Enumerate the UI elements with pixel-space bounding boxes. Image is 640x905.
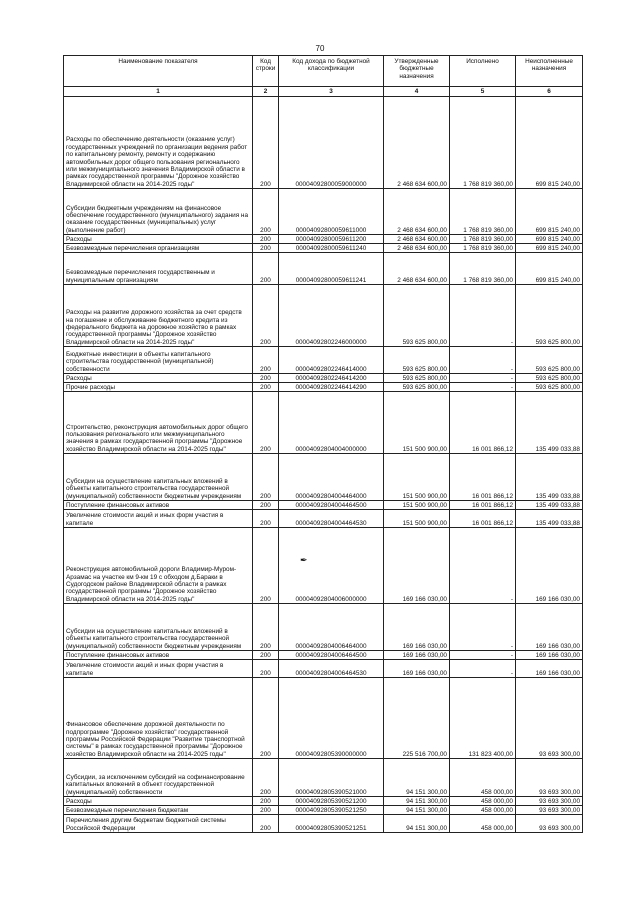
table-row: [64, 501, 583, 510]
row-budget-code: 00004092805390521200: [279, 797, 384, 806]
row-name: Строительство, реконструкция автомобильных дорог общего пользования регионального или межмуниципального значения в рамках государственной программы "Дорожное хозяйство Владимирской области на 2014-2025 годы": [64, 392, 253, 454]
row-unexecuted: 699 815 240,00: [516, 97, 583, 189]
row-executed: -: [450, 528, 516, 604]
row-executed: 458 000,00: [450, 806, 516, 815]
row-name: Бюджетные инвестиции в объекты капитального строительства государственной (муниципальной) собственности: [64, 347, 253, 374]
row-executed: -: [450, 347, 516, 374]
row-approved: 94 151 300,00: [384, 815, 450, 833]
row-name: Безвозмездные перечисления организациям: [64, 244, 253, 253]
row-budget-code: 00004092804006464000: [279, 604, 384, 651]
row-executed: -: [450, 651, 516, 660]
row-unexecuted: 93 693 300,00: [516, 759, 583, 797]
row-line-code: 200: [253, 383, 279, 392]
row-executed: 1 768 819 360,00: [450, 235, 516, 244]
row-unexecuted: 593 625 800,00: [516, 374, 583, 383]
table-row: [64, 235, 583, 244]
table-row: [64, 392, 583, 454]
row-unexecuted: 699 815 240,00: [516, 189, 583, 235]
row-unexecuted: 593 625 800,00: [516, 285, 583, 347]
row-name: Расходы: [64, 797, 253, 806]
row-budget-code: 00004092802246414000: [279, 347, 384, 374]
page-number: 70: [315, 44, 325, 53]
row-budget-code: 00004092800059000000: [279, 97, 384, 189]
row-unexecuted: 593 625 800,00: [516, 383, 583, 392]
row-approved: 593 625 800,00: [384, 347, 450, 374]
header-unexecuted: Неисполненные назначения: [516, 56, 583, 87]
row-budget-code: 00004092805390000000: [279, 678, 384, 759]
row-line-code: 200: [253, 528, 279, 604]
table-row: [64, 528, 583, 604]
row-line-code: 200: [253, 374, 279, 383]
row-line-code: 200: [253, 347, 279, 374]
table-row: [64, 604, 583, 651]
row-budget-code: 00004092805390521000: [279, 759, 384, 797]
row-name: Прочие расходы: [64, 383, 253, 392]
row-line-code: 200: [253, 510, 279, 528]
row-name: Финансовое обеспечение дорожной деятельности по подпрограмме "Дорожное хозяйство" государственной программы Российской Федерации "Развитие транспортной системы" в рамках государственной программы "Дорожное хозяйство Владимирской области на 2014-2025 годы": [64, 678, 253, 759]
row-line-code: 200: [253, 253, 279, 285]
row-budget-code: 00004092800059611000: [279, 189, 384, 235]
row-line-code: 200: [253, 806, 279, 815]
row-unexecuted: 699 815 240,00: [516, 235, 583, 244]
budget-table: [63, 55, 583, 833]
row-name: Расходы: [64, 235, 253, 244]
table-row: [64, 759, 583, 797]
row-executed: 458 000,00: [450, 759, 516, 797]
row-budget-code: 00004092800059611241: [279, 253, 384, 285]
table-row: [64, 797, 583, 806]
row-line-code: 200: [253, 660, 279, 678]
row-name: Субсидии на осуществление капитальных вложений в объекты капитального строительства государственной (муниципальной) собственности бюджетным учреждениям: [64, 454, 253, 501]
row-budget-code: 00004092804004464000: [279, 454, 384, 501]
row-approved: 151 500 900,00: [384, 454, 450, 501]
row-unexecuted: 593 625 800,00: [516, 347, 583, 374]
row-line-code: 200: [253, 651, 279, 660]
row-executed: -: [450, 604, 516, 651]
row-name: Расходы по обеспечению деятельности (оказание услуг) государственных учреждений по организации ведения работ по капитальному ремонту, ремонту и содержанию автомобильных дорог общего пользования регионального или межмуниципального значения Владимирской области в рамках государственной программы "Дорожное хозяйство Владимирской области на 2014-2025 годы": [64, 97, 253, 189]
row-unexecuted: 93 693 300,00: [516, 797, 583, 806]
row-unexecuted: 169 166 030,00: [516, 528, 583, 604]
row-line-code: 200: [253, 189, 279, 235]
table-row: [64, 189, 583, 235]
row-line-code: 200: [253, 392, 279, 454]
row-name: Поступление финансовых активов: [64, 651, 253, 660]
table-row: [64, 454, 583, 501]
row-budget-code: 00004092804004464530: [279, 510, 384, 528]
column-number: 5: [450, 87, 516, 97]
row-approved: 2 468 634 600,00: [384, 244, 450, 253]
row-line-code: 200: [253, 501, 279, 510]
row-line-code: 200: [253, 235, 279, 244]
row-line-code: 200: [253, 678, 279, 759]
row-executed: 1 768 819 360,00: [450, 189, 516, 235]
row-budget-code: 00004092800059611240: [279, 244, 384, 253]
table-row: [64, 244, 583, 253]
row-executed: 131 823 400,00: [450, 678, 516, 759]
table-row: [64, 815, 583, 833]
row-executed: -: [450, 374, 516, 383]
header-name: Наименование показателя: [64, 56, 253, 87]
row-unexecuted: 169 166 030,00: [516, 660, 583, 678]
column-number: 3: [279, 87, 384, 97]
row-name: Безвозмездные перечисления бюджетам: [64, 806, 253, 815]
row-budget-code: 00004092802246000000: [279, 285, 384, 347]
header-budget-code: Код дохода по бюджетной классификации: [279, 56, 384, 87]
row-executed: 1 768 819 360,00: [450, 244, 516, 253]
row-unexecuted: 699 815 240,00: [516, 244, 583, 253]
row-executed: 1 768 819 360,00: [450, 253, 516, 285]
row-approved: 169 166 030,00: [384, 660, 450, 678]
row-approved: 593 625 800,00: [384, 374, 450, 383]
row-approved: 225 516 700,00: [384, 678, 450, 759]
row-approved: 151 500 900,00: [384, 501, 450, 510]
row-line-code: 200: [253, 244, 279, 253]
table-row: [64, 383, 583, 392]
table-row: [64, 806, 583, 815]
ink-mark: ✒: [300, 555, 308, 565]
row-approved: 169 166 030,00: [384, 528, 450, 604]
row-line-code: 200: [253, 797, 279, 806]
column-number: 4: [384, 87, 450, 97]
row-line-code: 200: [253, 454, 279, 501]
row-approved: 151 500 900,00: [384, 510, 450, 528]
row-unexecuted: 169 166 030,00: [516, 604, 583, 651]
row-executed: 458 000,00: [450, 797, 516, 806]
row-unexecuted: 135 499 033,88: [516, 392, 583, 454]
row-name: Реконструкция автомобильной дороги Владимир-Муром-Арзамас на участке км 9-км 19 с обходом д.Бараки в Судогодском районе Владимирской области в рамках государственной программы "Дорожное хозяйство Владимирской области на 2014-2025 годы": [64, 528, 253, 604]
table-row: [64, 678, 583, 759]
column-number: 1: [64, 87, 253, 97]
row-budget-code: 00004092805390521251: [279, 815, 384, 833]
row-budget-code: 00004092805390521250: [279, 806, 384, 815]
row-budget-code: 00004092804006000000: [279, 528, 384, 604]
row-executed: 458 000,00: [450, 815, 516, 833]
column-number: 2: [253, 87, 279, 97]
row-line-code: 200: [253, 815, 279, 833]
row-name: Расходы: [64, 374, 253, 383]
row-name: Поступление финансовых активов: [64, 501, 253, 510]
row-executed: 16 001 866,12: [450, 454, 516, 501]
row-unexecuted: 93 693 300,00: [516, 678, 583, 759]
row-name: Увеличение стоимости акций и иных форм участия в капитале: [64, 510, 253, 528]
row-approved: 2 468 634 600,00: [384, 253, 450, 285]
row-unexecuted: 135 499 033,88: [516, 454, 583, 501]
row-approved: 2 468 634 600,00: [384, 235, 450, 244]
table-row: [64, 285, 583, 347]
row-name: Субсидии бюджетным учреждениям на финансовое обеспечение государственного (муниципального) задания на оказание государственных (муниципальных) услуг (выполнение работ): [64, 189, 253, 235]
row-name: Безвозмездные перечисления государственным и муниципальным организациям: [64, 253, 253, 285]
row-line-code: 200: [253, 604, 279, 651]
row-unexecuted: 135 499 033,88: [516, 501, 583, 510]
row-approved: 169 166 030,00: [384, 651, 450, 660]
row-executed: 16 001 866,12: [450, 501, 516, 510]
table-row: [64, 651, 583, 660]
row-budget-code: 00004092802246414200: [279, 374, 384, 383]
row-budget-code: 00004092804006464500: [279, 651, 384, 660]
row-line-code: 200: [253, 759, 279, 797]
row-budget-code: 00004092802246414290: [279, 383, 384, 392]
row-unexecuted: 169 166 030,00: [516, 651, 583, 660]
row-name: Расходы на развитие дорожного хозяйства за счет средств на погашение и обслуживание бюджетного кредита из федерального бюджета на дорожное хозяйство в рамках государственной программы "Дорожное хозяйство Владимирской области на 2014-2025 годы": [64, 285, 253, 347]
table-row: [64, 97, 583, 189]
header-executed: Исполнено: [450, 56, 516, 87]
row-approved: 2 468 634 600,00: [384, 97, 450, 189]
row-approved: 593 625 800,00: [384, 383, 450, 392]
row-executed: 1 768 819 360,00: [450, 97, 516, 189]
row-name: Субсидии на осуществление капитальных вложений в объекты капитального строительства государственной (муниципальной) собственности бюджетным учреждениям: [64, 604, 253, 651]
header-code: Код строки: [253, 56, 279, 87]
table-row: [64, 347, 583, 374]
row-budget-code: 00004092804006464530: [279, 660, 384, 678]
table-row: [64, 374, 583, 383]
row-budget-code: 00004092804004000000: [279, 392, 384, 454]
row-approved: 151 500 900,00: [384, 392, 450, 454]
row-unexecuted: 93 693 300,00: [516, 806, 583, 815]
row-budget-code: 00004092800059611200: [279, 235, 384, 244]
row-line-code: 200: [253, 285, 279, 347]
row-name: Субсидии, за исключением субсидий на софинансирование капитальных вложений в объект государственной (муниципальной) собственности: [64, 759, 253, 797]
row-unexecuted: 135 499 033,88: [516, 510, 583, 528]
row-executed: -: [450, 383, 516, 392]
row-approved: 593 625 800,00: [384, 285, 450, 347]
header-approved: Утвержденные бюджетные назначения: [384, 56, 450, 87]
row-line-code: 200: [253, 97, 279, 189]
table-row: [64, 660, 583, 678]
row-approved: 2 468 634 600,00: [384, 189, 450, 235]
table-row: [64, 510, 583, 528]
row-name: Увеличение стоимости акций и иных форм участия в капитале: [64, 660, 253, 678]
column-number: 6: [516, 87, 583, 97]
row-unexecuted: 93 693 300,00: [516, 815, 583, 833]
row-executed: 16 001 866,12: [450, 392, 516, 454]
row-budget-code: 00004092804004464500: [279, 501, 384, 510]
row-executed: -: [450, 285, 516, 347]
row-name: Перечисления другим бюджетам бюджетной системы Российской Федерации: [64, 815, 253, 833]
row-executed: 16 001 866,12: [450, 510, 516, 528]
row-approved: 94 151 300,00: [384, 797, 450, 806]
row-approved: 94 151 300,00: [384, 806, 450, 815]
row-approved: 169 166 030,00: [384, 604, 450, 651]
table-row: [64, 253, 583, 285]
row-unexecuted: 699 815 240,00: [516, 253, 583, 285]
row-executed: -: [450, 660, 516, 678]
row-approved: 94 151 300,00: [384, 759, 450, 797]
